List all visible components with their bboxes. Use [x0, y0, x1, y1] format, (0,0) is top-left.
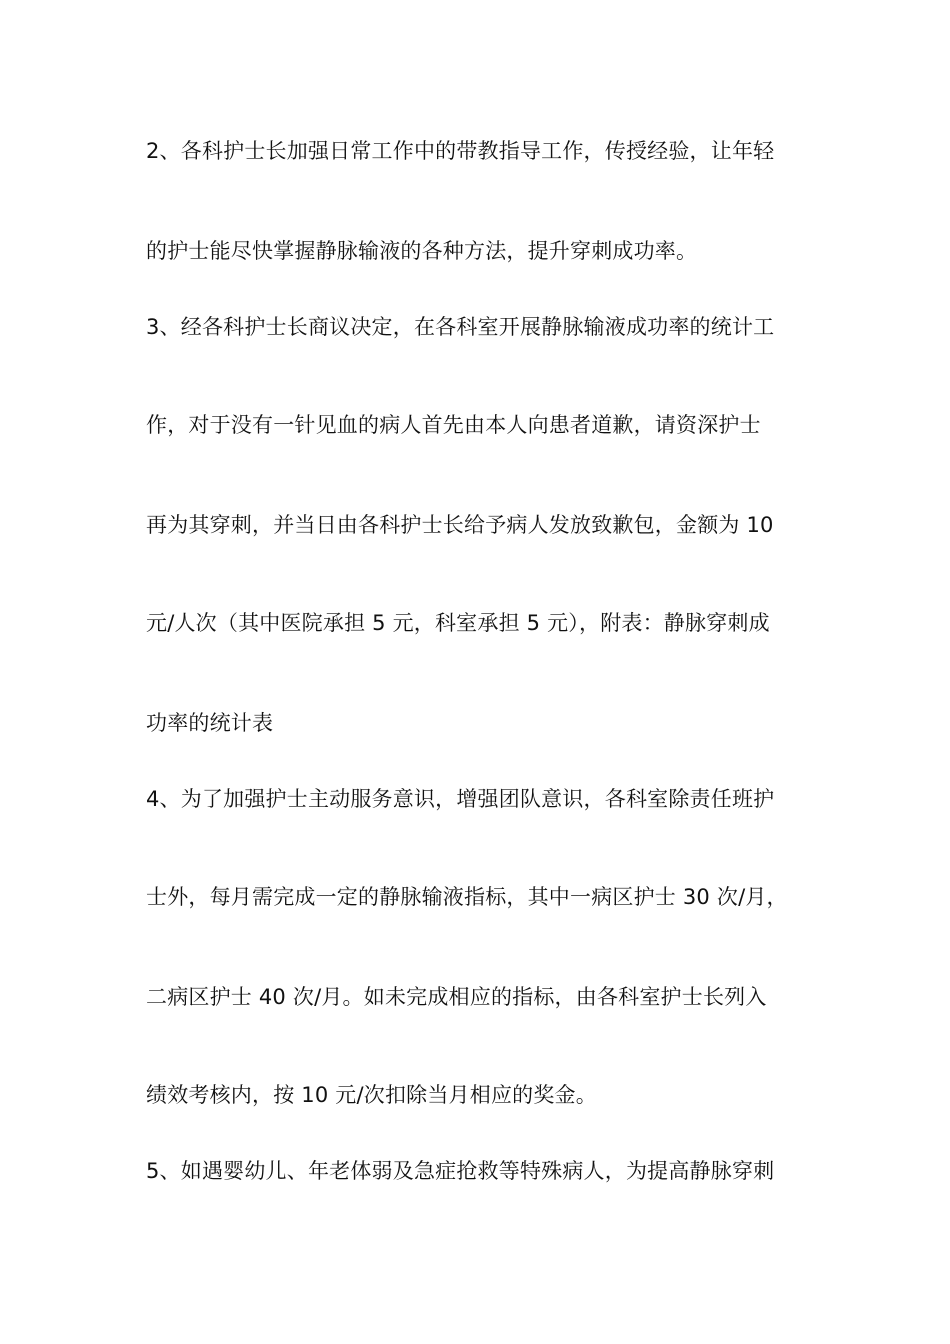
item-3-line-4: 元/人次（其中医院承担 5 元，科室承担 5 元），附表：静脉穿刺成 — [146, 611, 770, 635]
item-3-line-2: 作，对于没有一针见血的病人首先由本人向患者道歉，请资深护士 — [146, 413, 761, 437]
item-4-line-3: 二病区护士 40 次/月。如未完成相应的指标，由各科室护士长列入 — [146, 985, 767, 1009]
item-4-line-2: 士外，每月需完成一定的静脉输液指标，其中一病区护士 30 次/月， — [146, 885, 788, 909]
item-3-line-5: 功率的统计表 — [146, 711, 274, 735]
item-4-line-4: 绩效考核内，按 10 元/次扣除当月相应的奖金。 — [146, 1083, 597, 1107]
item-2-line-1: 2、各科护士长加强日常工作中的带教指导工作，传授经验，让年轻 — [146, 139, 775, 163]
item-3-line-3: 再为其穿刺，并当日由各科护士长给予病人发放致歉包，金额为 10 — [146, 513, 774, 537]
item-3-line-1: 3、经各科护士长商议决定，在各科室开展静脉输液成功率的统计工 — [146, 315, 775, 339]
item-2-line-2: 的护士能尽快掌握静脉输液的各种方法，提升穿刺成功率。 — [146, 239, 698, 263]
item-4-line-1: 4、为了加强护士主动服务意识，增强团队意识，各科室除责任班护 — [146, 787, 775, 811]
item-5-line-1: 5、如遇婴幼儿、年老体弱及急症抢救等特殊病人，为提高静脉穿刺 — [146, 1159, 775, 1183]
